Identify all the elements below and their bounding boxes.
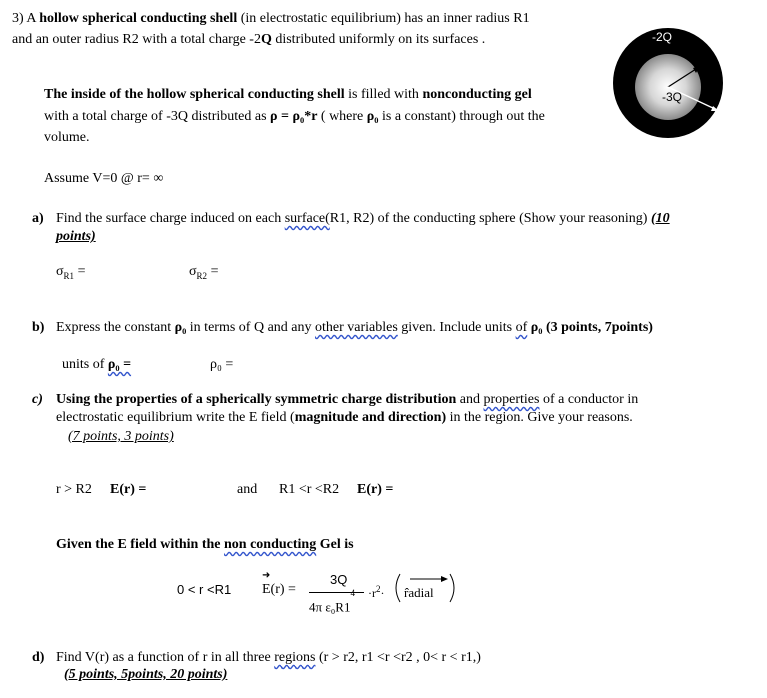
intro-line-1: [12, 11, 530, 27]
gel-field-text-1: Given the E field within the: [56, 537, 225, 552]
gel-line-2: [44, 109, 545, 125]
part-c-bold-1: Using the properties of a spherically symmetric charge distribution: [56, 392, 457, 407]
part-c-line-1: [56, 392, 638, 408]
part-a-points-2: points): [56, 229, 96, 244]
sigma-symbol: σ: [56, 264, 64, 279]
part-c-wavy: properties: [483, 392, 540, 407]
intro-q: Q: [260, 32, 272, 47]
sigma-r2: [189, 264, 218, 281]
part-d-text-1: Find V(r) as a function of r in all three: [56, 650, 275, 665]
part-b-text-1: Express the constant: [56, 320, 175, 335]
part-b-points: (3 points, 7points): [545, 320, 653, 335]
part-c-text-3a: electrostatic equilibrium write the E field (: [56, 410, 295, 425]
rho-equation: ρ = ρ₀*r: [270, 109, 318, 124]
gel-text-1: is filled with: [344, 87, 423, 102]
units-rho: ρ₀ =: [107, 357, 132, 372]
e-field-outer: E(r) =: [110, 482, 147, 497]
gel-text-2a: with a total charge of -3Q distributed as: [44, 109, 271, 124]
gel-line-1: [44, 87, 532, 103]
r-power: 2: [376, 584, 381, 594]
radial-label: r̂adial: [404, 585, 434, 600]
region-r-gt-r2: r > R2: [56, 482, 92, 497]
intro-text-2a: and an outer radius R2 with a total charge -2: [12, 32, 261, 47]
fraction-bar: [309, 592, 364, 593]
sigma-r1: [56, 264, 85, 281]
fraction-denominator: [309, 588, 355, 615]
part-a-points: (10: [650, 211, 670, 226]
part-b-text-3: given. Include units: [397, 320, 516, 335]
part-c-text-1: and: [456, 392, 484, 407]
part-a-wavy: surface(: [284, 211, 330, 226]
part-b-wavy: other variables: [315, 320, 398, 335]
gel-text-2c: is a constant) through out the: [378, 109, 545, 124]
part-b-text-2: in terms of Q and any: [186, 320, 315, 335]
intro-line-2: [12, 32, 485, 48]
gel-text-2b: ( where: [317, 109, 367, 124]
e-vector-arrow: ➜: [262, 570, 271, 581]
part-c-label: c): [32, 392, 43, 407]
dot: ·: [380, 586, 385, 600]
part-c-points: (7 points, 3 points): [68, 429, 174, 444]
sigma-eq: =: [74, 264, 86, 279]
gel-field-text-2: Gel is: [316, 537, 354, 552]
part-d-points: (5 points, 5points, 20 points): [64, 667, 228, 682]
part-a-label: a): [32, 211, 44, 226]
part-d-label: d): [32, 650, 45, 665]
e-field-shell: E(r) =: [357, 482, 394, 497]
part-a-text-2: R1, R2) of the conducting sphere (Show your reasoning): [329, 211, 651, 226]
gel-region: 0 < r <R1: [177, 582, 232, 597]
units-text: units of: [62, 357, 108, 372]
den-power: 4: [350, 588, 355, 598]
part-c-text-3b: in the region. Give your reasons.: [446, 410, 633, 425]
part-b-line-1: [56, 320, 653, 336]
part-a-line-1: [56, 211, 670, 227]
den-text: 4π ε₀R1: [309, 599, 351, 615]
rho0-symbol: ρ₀: [366, 109, 379, 124]
gel-field-wavy: non conducting: [224, 537, 317, 552]
r-squared: [368, 584, 385, 601]
assumption: Assume V=0 @ r= ∞: [44, 171, 164, 186]
part-a-text-1: Find the surface charge induced on each: [56, 211, 285, 226]
part-d-wavy: regions: [274, 650, 316, 665]
rho0-equals: ρ₀ =: [210, 357, 234, 372]
part-b-of: of: [515, 320, 528, 335]
region-r1-r2: R1 <r <R2: [279, 482, 340, 497]
and-word: and: [237, 482, 258, 497]
rho0-symbol: ρ₀: [174, 320, 187, 335]
intro-text: (in electrostatic equilibrium) has an inner radius R1: [237, 11, 530, 26]
gel-bold-1: The inside of the hollow spherical conducting shell: [44, 87, 345, 102]
radial-unit-vector: [392, 570, 460, 606]
part-d-line-1: [56, 650, 481, 666]
intro-text-2c: distributed uniformly on its surfaces .: [271, 32, 486, 47]
units-of-rho0: [62, 357, 131, 373]
sphere-figure: [612, 27, 724, 139]
part-c-text-2: of a conductor in: [539, 392, 639, 407]
gel-line-3: volume.: [44, 130, 90, 145]
sigma-symbol: σ: [189, 264, 197, 279]
sigma-eq: =: [207, 264, 219, 279]
sigma-sub: R2: [196, 270, 208, 281]
part-c-line-2: [56, 410, 633, 426]
fraction-numerator: 3Q: [330, 572, 348, 587]
rho0-symbol-2: ρ₀: [530, 320, 543, 335]
part-b-label: b): [32, 320, 45, 335]
intro-bold-term: hollow spherical conducting shell: [39, 11, 238, 26]
gel-bold-2: nonconducting gel: [422, 87, 532, 102]
outer-charge-label: -2Q: [652, 30, 673, 44]
inner-charge-label: -3Q: [662, 90, 683, 104]
sigma-sub: R1: [63, 270, 75, 281]
gel-e-field: E(r) =: [262, 582, 296, 597]
gel-field-heading: [56, 537, 354, 553]
r-text: ·r: [368, 586, 376, 600]
part-d-text-2: (r > r2, r1 <r <r2 , 0< r < r1,): [315, 650, 481, 665]
problem-number: 3) A: [12, 11, 40, 26]
part-c-bold-2: magnitude and direction): [294, 410, 447, 425]
